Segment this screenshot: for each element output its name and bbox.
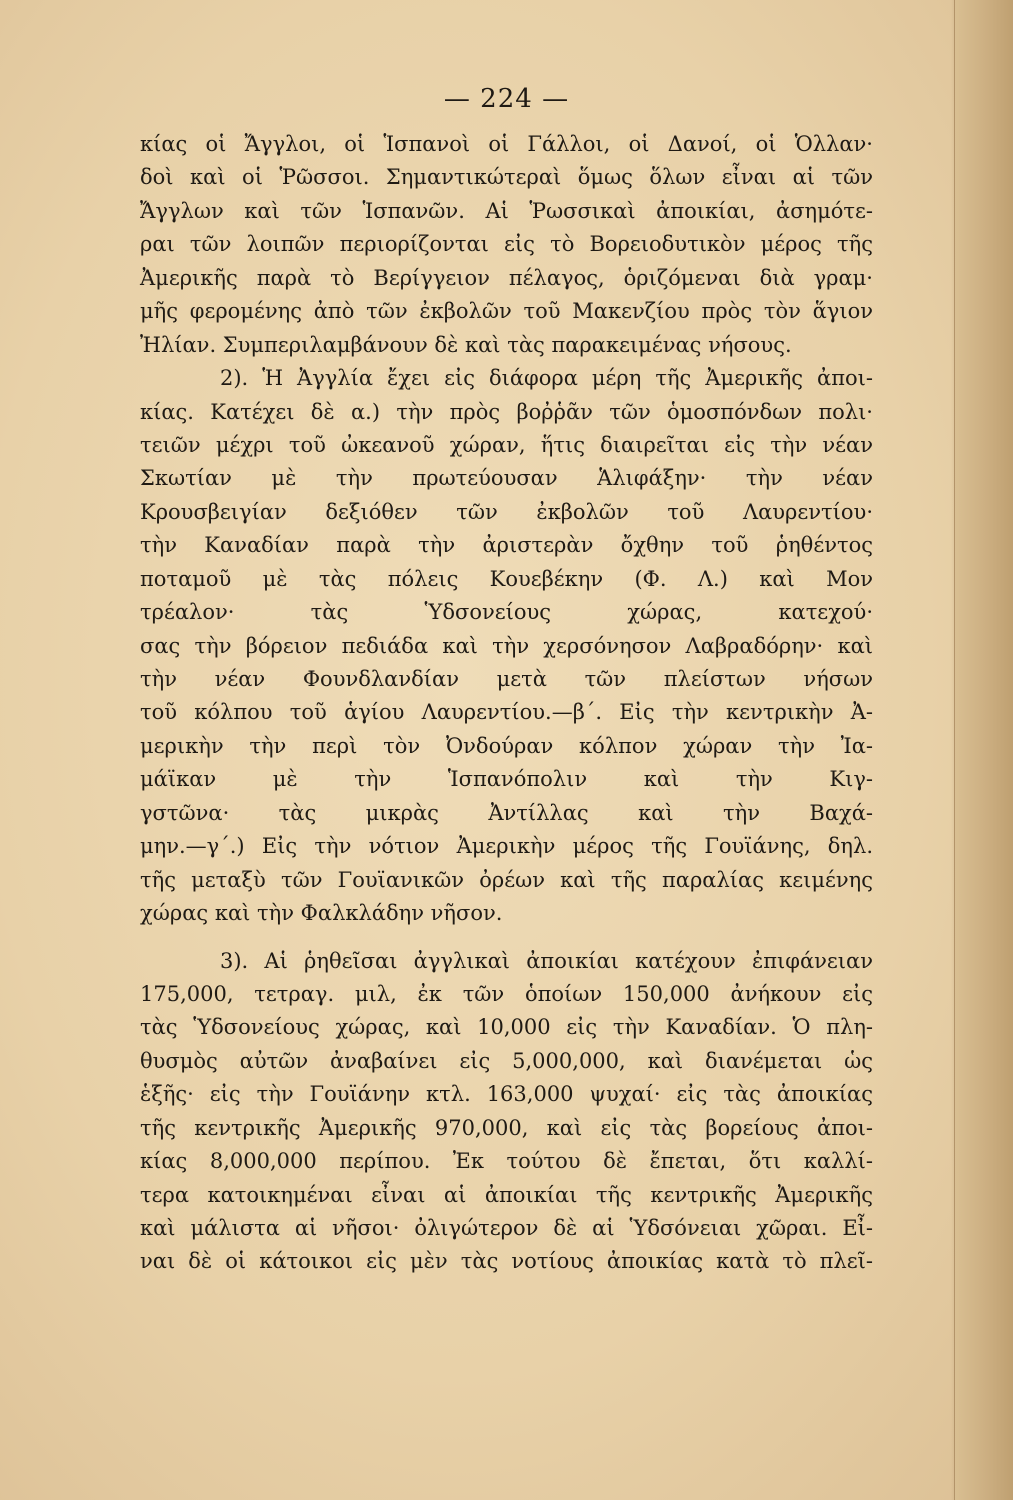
text-line: χώρας καὶ τὴν Φαλκλάδην νῆσον. xyxy=(140,901,503,926)
text-line: τῆς κεντρικῆς Ἀμερικῆς 970,000, καὶ εἰς τὰς βορείους ἀποι- xyxy=(140,1115,873,1140)
body-text xyxy=(140,128,873,1279)
text-line: Σκωτίαν μὲ τὴν πρωτεύουσαν Ἁλιφάξην· τὴν νέαν xyxy=(140,466,873,491)
text-line: ναι δὲ οἱ κάτοικοι εἰς μὲν τὰς νοτίους ἀποικίας κατὰ τὸ πλεῖ- xyxy=(140,1249,873,1274)
paragraph-gap xyxy=(140,931,873,945)
text-line: ποταμοῦ μὲ τὰς πόλεις Κουεβέκην (Φ. Λ.) καὶ Μον xyxy=(140,566,873,591)
text-line: μῆς φερομένης ἀπὸ τῶν ἐκβολῶν τοῦ Μακενζίου πρὸς τὸν ἅγιον xyxy=(140,299,873,324)
paragraph-start-line: 2). Ἡ Ἀγγλία ἔχει εἰς διάφορα μέρη τῆς Ἀμερικῆς ἀποι- xyxy=(220,366,873,391)
text-line: καὶ μάλιστα αἱ νῆσοι· ὀλιγώτερον δὲ αἱ Ὑδσόνειαι χῶραι. Εἶ- xyxy=(140,1216,873,1240)
text-line: Ἄγγλων καὶ τῶν Ἱσπανῶν. Αἱ Ῥωσσικαὶ ἀποικίαι, ἀσημότε- xyxy=(140,198,873,223)
text-line: τειῶν μέχρι τοῦ ὠκεανοῦ χώραν, ἥτις διαιρεῖται εἰς τὴν νέαν xyxy=(140,432,873,457)
text-line: ἑξῆς· εἰς τὴν Γουϊάνην κτλ. 163,000 ψυχαί· εἰς τὰς ἀποικίας xyxy=(140,1082,873,1107)
text-line: Ἀμερικῆς παρὰ τὸ Βερίγγειον πέλαγος, ὁριζόμεναι διὰ γραμ· xyxy=(140,265,873,290)
text-line: μάϊκαν μὲ τὴν Ἱσπανόπολιν καὶ τὴν Κιγ- xyxy=(140,767,873,792)
text-line: κίας οἱ Ἄγγλοι, οἱ Ἱσπανοὶ οἱ Γάλλοι, οἱ Δανοί, οἱ Ὁλλαν· xyxy=(140,132,873,156)
text-line: τερα κατοικημέναι εἶναι αἱ ἀποικίαι τῆς κεντρικῆς Ἀμερικῆς xyxy=(140,1182,873,1207)
text-line: κίας. Κατέχει δὲ α.) τὴν πρὸς βοῤῥᾶν τῶν ὁμοσπόνδων πολι· xyxy=(140,399,873,424)
text-line: μην.—γ΄.) Εἰς τὴν νότιον Ἀμερικὴν μέρος τῆς Γουϊάνης, δηλ. xyxy=(140,834,873,859)
text-line: τοῦ κόλπου τοῦ ἁγίου Λαυρεντίου.—β΄. Εἰς τὴν κεντρικὴν Ἀ- xyxy=(140,700,873,725)
text-line: τὴν Καναδίαν παρὰ τὴν ἀριστερὰν ὄχθην τοῦ ῥηθέντος xyxy=(140,533,873,558)
text-line: τῆς μεταξὺ τῶν Γουϊανικῶν ὀρέων καὶ τῆς παραλίας κειμένης xyxy=(140,867,873,892)
paragraph-start-line: 3). Αἱ ῥηθεῖσαι ἀγγλικαὶ ἀποικίαι κατέχουν ἐπιφάνειαν xyxy=(220,948,873,973)
text-line: γστῶνα· τὰς μικρὰς Ἀντίλλας καὶ τὴν Βαχά- xyxy=(140,800,873,825)
text-line: κίας 8,000,000 περίπου. Ἐκ τούτου δὲ ἔπεται, ὅτι καλλί- xyxy=(140,1149,873,1174)
text-line: Ἠλίαν. Συμπεριλαμβάνουν δὲ καὶ τὰς παρακειμένας νήσους. xyxy=(140,332,792,357)
text-line: Κρουσβειγίαν δεξιόθεν τῶν ἐκβολῶν τοῦ Λαυρεντίου· xyxy=(140,499,873,524)
text-line: μερικὴν τὴν περὶ τὸν Ὀνδούραν κόλπον χώραν τὴν Ἰα- xyxy=(140,733,873,758)
text-line: δοὶ καὶ οἱ Ῥῶσσοι. Σημαντικώτεραὶ ὅμως ὅλων εἶναι αἱ τῶν xyxy=(140,165,873,190)
text-line: ραι τῶν λοιπῶν περιορίζονται εἰς τὸ Βορειοδυτικὸν μέρος τῆς xyxy=(140,232,873,257)
text-line: 175,000, τετραγ. μιλ, ἐκ τῶν ὁποίων 150,000 ἀνήκουν εἰς xyxy=(140,981,873,1006)
text-line: τρέαλον· τὰς Ὑδσονείους χώρας, κατεχού· xyxy=(140,600,873,625)
text-line: τὴν νέαν Φουνδλανδίαν μετὰ τῶν πλείστων νήσων xyxy=(140,667,873,691)
page-number: — 224 — xyxy=(443,84,570,114)
text-line: θυσμὸς αὐτῶν ἀναβαίνει εἰς 5,000,000, καὶ διανέμεται ὡς xyxy=(140,1048,873,1073)
adjacent-page-edge xyxy=(954,0,1013,1500)
text-line: σας τὴν βόρειον πεδιάδα καὶ τὴν χερσόνησον Λαβραδόρην· καὶ xyxy=(140,633,873,658)
text-line: τὰς Ὑδσονείους χώρας, καὶ 10,000 εἰς τὴν Καναδίαν. Ὁ πλη- xyxy=(140,1015,873,1040)
